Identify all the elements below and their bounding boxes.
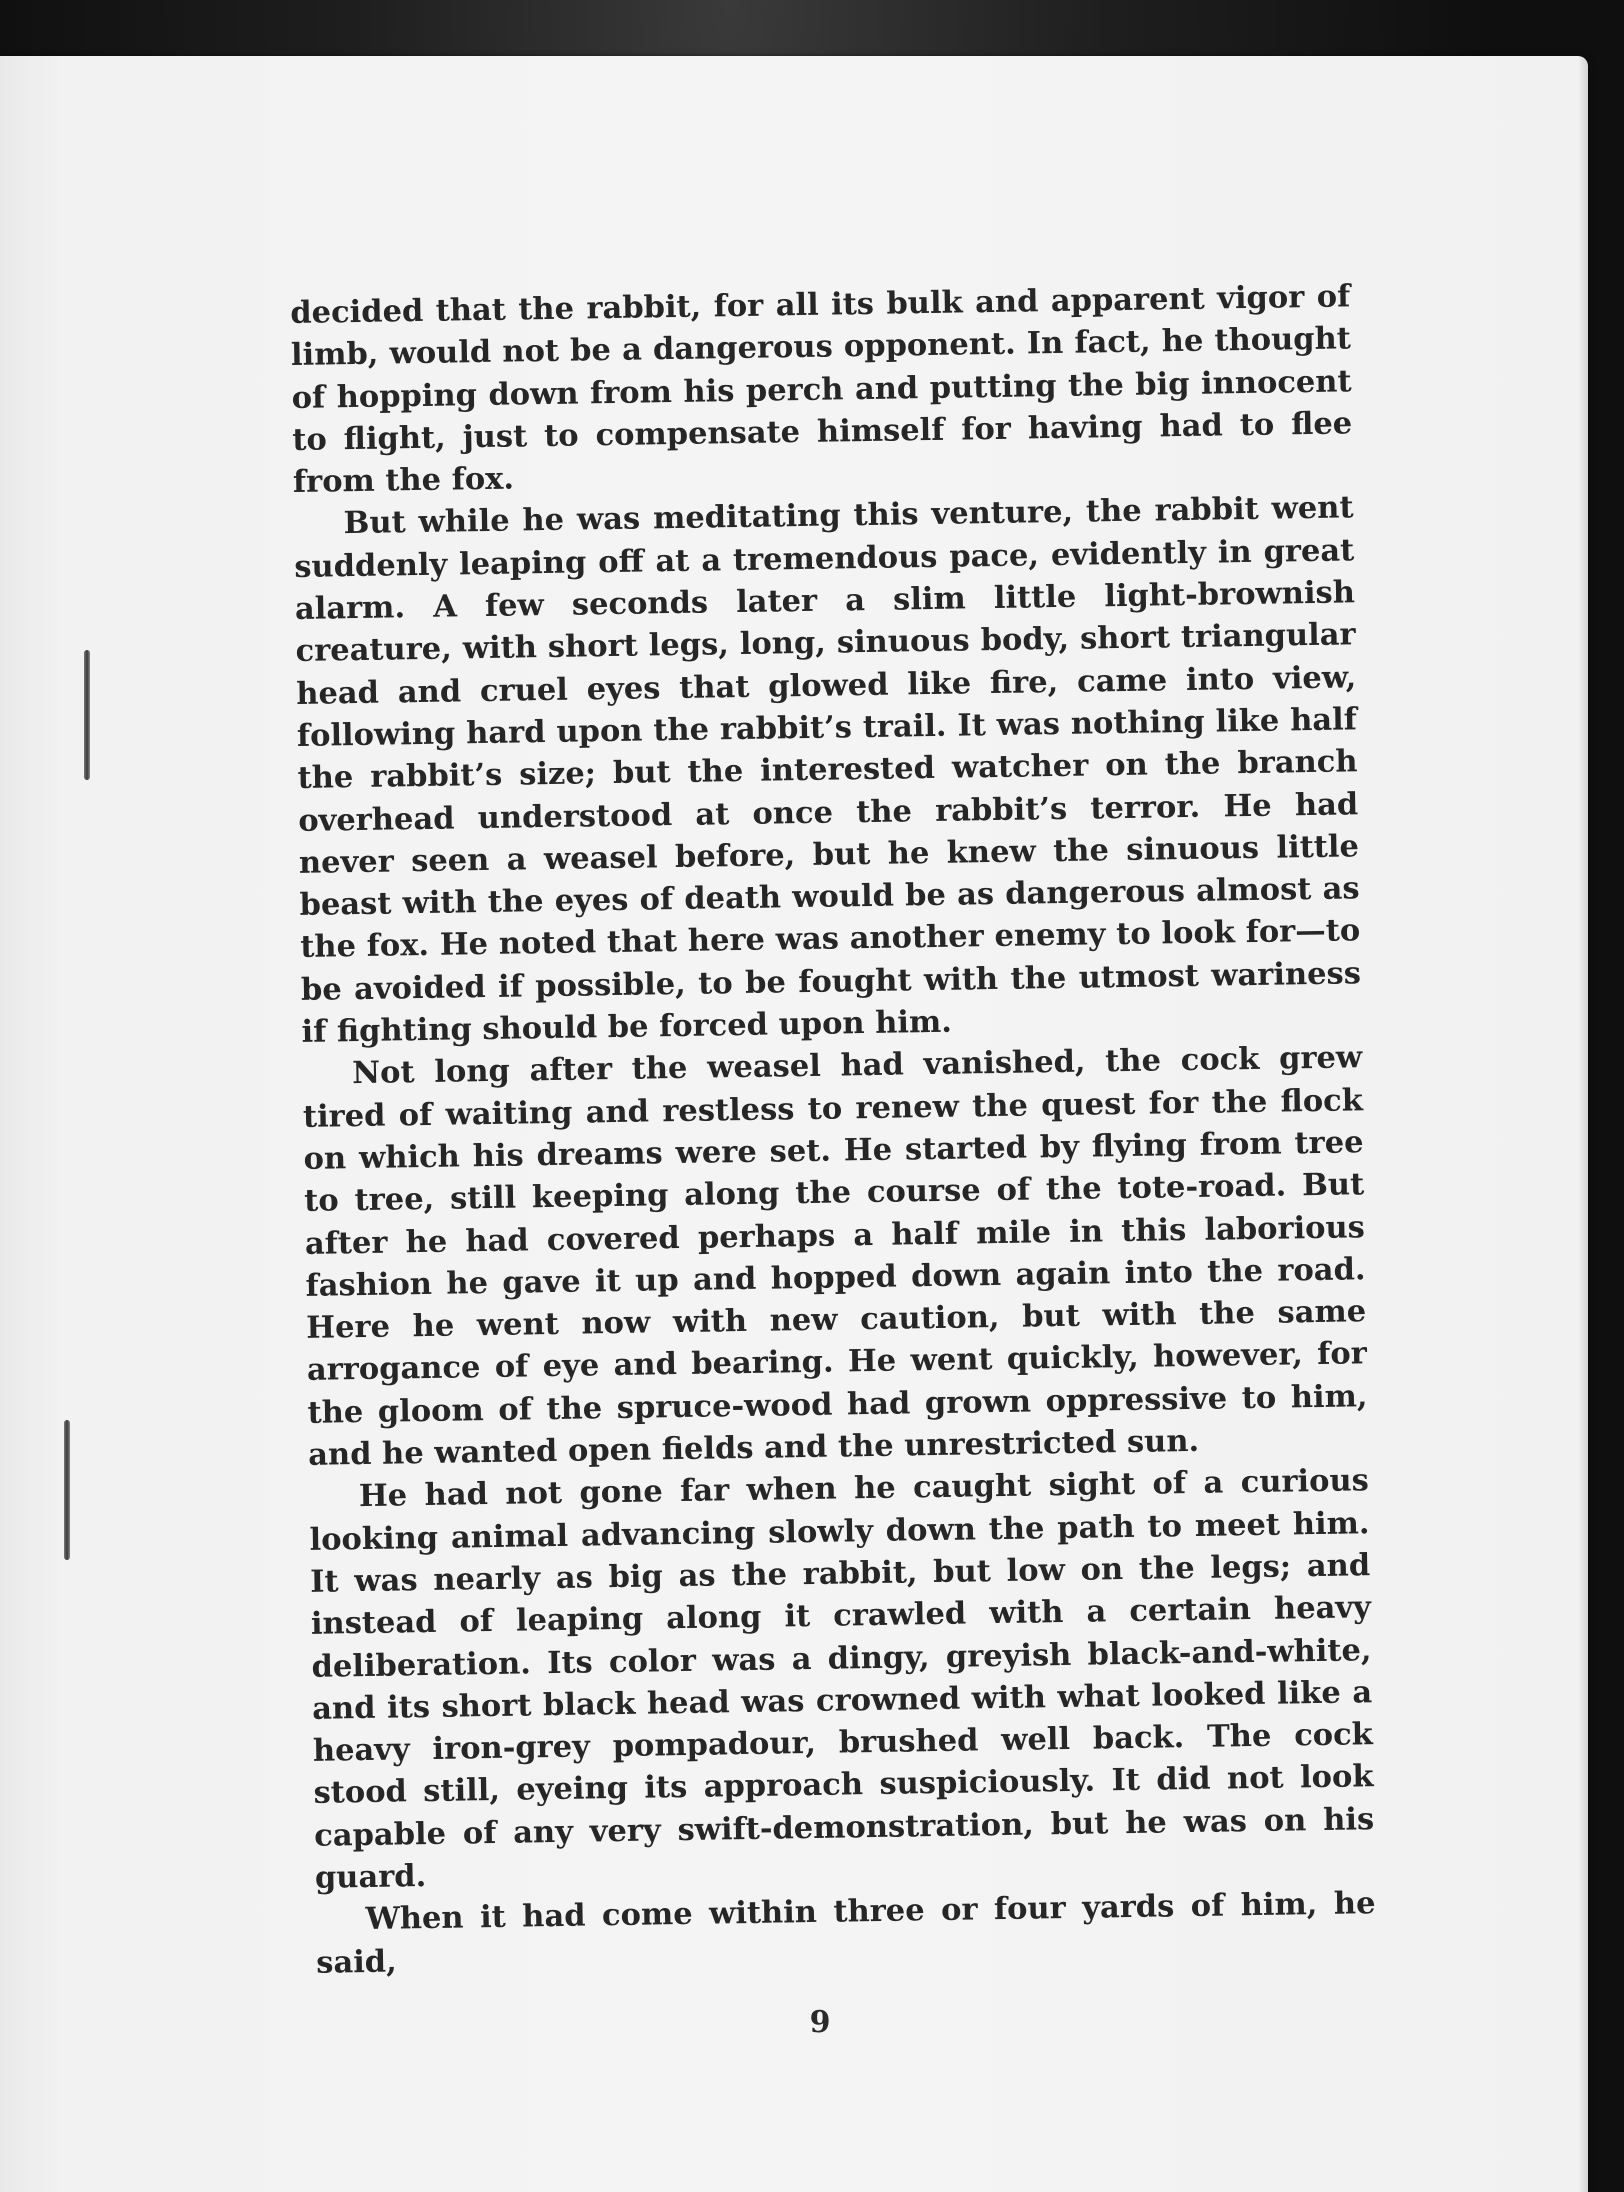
paragraph-2: But while he was meditating this venture, the rabbit went suddenly leaping off at a tremendous pace, evidently in great alarm. A few seconds later a slim little light-brownish creature, with short legs, long, sinuous body, short triangular head and cruel eyes that glowed like fire, came into view, following hard upon the rabbit’s trail. It was nothing like half the rabbit’s size; but the interested watcher on the branch overhead understood at once the rabbit’s terror. He had never seen a weasel before, but he knew the sinuous little beast with the eyes of death would be as dangerous almost as the fox. He noted that here was another enemy to look for—to be avoided if possible, to be fought with the utmost wariness if fighting should be forced upon him. bbox=[294, 489, 1362, 1050]
page-edge-shadow bbox=[1578, 56, 1588, 2192]
page-number: 9 bbox=[809, 2005, 831, 2040]
body-text bbox=[290, 275, 1376, 1983]
binding-staple-bottom bbox=[64, 1420, 70, 1560]
paragraph-1: decided that the rabbit, for all its bulk and apparent vigor of limb, would not be a dangerous opponent. In fact, he thought of hopping down from his perch and putting the big innocent to flight, just to compensate himself for having had to flee from the fox. bbox=[290, 278, 1353, 501]
binding-staple-top bbox=[84, 650, 90, 780]
paragraph-5: When it had come within three or four yards of him, he said, bbox=[315, 1885, 1376, 1981]
paragraph-4: He had not gone far when he caught sight of a curious looking animal advancing slowly down the path to meet him. It was nearly as big as the rabbit, but low on the legs; and instead of leaping along it crawled with a certain heavy deliberation. Its color was a dingy, greyish black-and-white, and its short black head was crowned with what looked like a heavy iron-grey pompadour, brushed well back. The cock stood still, eyeing its approach suspiciously. It did not look capable of any very swift-demonstration, but he was on his guard. bbox=[309, 1462, 1375, 1896]
paragraph-3: Not long after the weasel had vanished, the cock grew tired of waiting and restless to renew the quest for the flock on which his dreams were set. He started by flying from tree to tree, still keeping along the course of the tote-road. But after he had covered perhaps a half mile in this laborious fashion he gave it up and hopped down again into the road. Here he went now with new caution, but with the same arrogance of eye and bearing. He went quickly, however, for the gloom of the spruce-wood had grown oppressive to him, and he wanted open fields and the unrestricted sun. bbox=[302, 1039, 1368, 1473]
